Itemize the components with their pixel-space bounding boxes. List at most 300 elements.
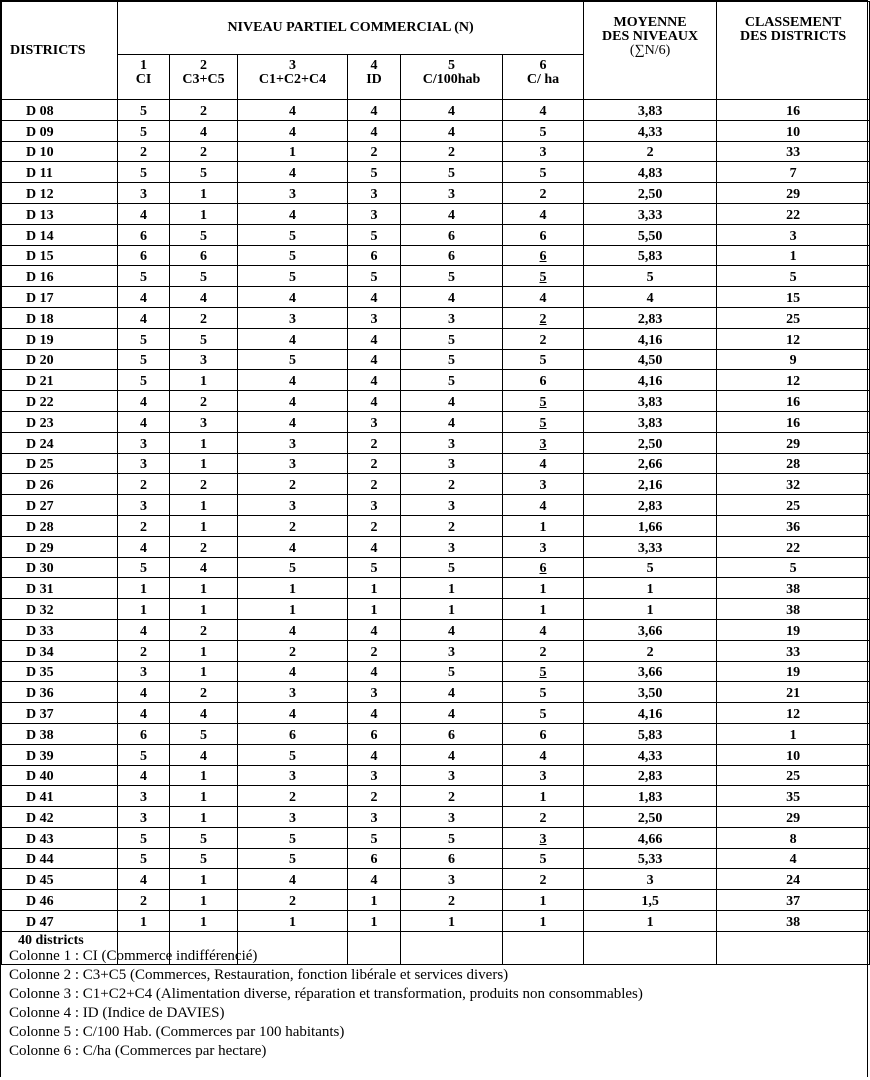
- level-cell: 5: [401, 827, 503, 848]
- level-cell: 2: [348, 141, 401, 162]
- level-cell: 4: [401, 203, 503, 224]
- level-cell: 5: [348, 827, 401, 848]
- level-cell: 4: [348, 349, 401, 370]
- rank-cell: 1: [717, 245, 870, 266]
- level-cell: 4: [170, 120, 238, 141]
- average-cell: 2,50: [584, 432, 717, 453]
- level-cell: 1: [401, 911, 503, 932]
- level-cell: 5: [238, 557, 348, 578]
- level-cell: 3: [118, 786, 170, 807]
- level-cell: 4: [348, 744, 401, 765]
- level-cell: 4: [118, 682, 170, 703]
- level-cell: 5: [348, 224, 401, 245]
- level-cell: 5: [118, 848, 170, 869]
- level-cell: 2: [238, 474, 348, 495]
- level-cell: 4: [238, 162, 348, 183]
- table-row: [2, 515, 870, 536]
- table-row: [2, 120, 870, 141]
- level-cell: 4: [348, 287, 401, 308]
- average-cell: 1: [584, 578, 717, 599]
- level-cell: 1: [238, 578, 348, 599]
- level-cell: 1: [118, 911, 170, 932]
- average-cell: 1,5: [584, 890, 717, 911]
- average-cell: 5,33: [584, 848, 717, 869]
- level-cell: 1: [170, 515, 238, 536]
- level-cell: 1: [503, 786, 584, 807]
- level-cell: 4: [118, 287, 170, 308]
- table-row: [2, 640, 870, 661]
- table-row: [2, 578, 870, 599]
- level-cell: 2: [118, 640, 170, 661]
- level-cell: 4: [503, 453, 584, 474]
- level-cell: 5: [401, 370, 503, 391]
- average-cell: 1: [584, 911, 717, 932]
- level-cell: 3: [348, 307, 401, 328]
- level-cell: 4: [401, 287, 503, 308]
- table-row: [2, 807, 870, 828]
- level-cell: 3: [118, 453, 170, 474]
- rank-cell: 15: [717, 287, 870, 308]
- level-cell: 1: [401, 578, 503, 599]
- level-cell: 3: [118, 661, 170, 682]
- level-cell: 3: [401, 453, 503, 474]
- level-cell: 3: [118, 495, 170, 516]
- level-cell: 4: [503, 744, 584, 765]
- level-cell: 2: [170, 100, 238, 121]
- level-cell: 6: [118, 723, 170, 744]
- level-cell: 5: [401, 162, 503, 183]
- level-cell: 4: [170, 287, 238, 308]
- district-cell: D 15: [2, 245, 118, 266]
- average-cell: 2,83: [584, 765, 717, 786]
- district-cell: D 20: [2, 349, 118, 370]
- districts-header: DISTRICTS: [2, 2, 118, 100]
- column-header-1: 1 CI: [118, 55, 170, 100]
- level-cell: 5: [238, 266, 348, 287]
- average-cell: 2,83: [584, 307, 717, 328]
- table-row: [2, 307, 870, 328]
- average-cell: 4,16: [584, 370, 717, 391]
- level-cell: 5: [118, 557, 170, 578]
- level-cell: 3: [118, 807, 170, 828]
- level-cell: 5: [170, 827, 238, 848]
- level-cell: 3: [170, 411, 238, 432]
- rank-cell: 3: [717, 224, 870, 245]
- level-cell: 5: [401, 266, 503, 287]
- level-cell: 4: [170, 744, 238, 765]
- district-cell: D 42: [2, 807, 118, 828]
- average-cell: 2,83: [584, 495, 717, 516]
- level-cell: 4: [118, 869, 170, 890]
- level-cell: 4: [348, 370, 401, 391]
- table-row: [2, 328, 870, 349]
- level-cell: 4: [238, 328, 348, 349]
- level-cell: 2: [348, 474, 401, 495]
- level-cell: 1: [170, 911, 238, 932]
- commercial-level-table: [1, 1, 870, 965]
- level-cell: 4: [238, 411, 348, 432]
- legend-line: Colonne 3 : C1+C2+C4 (Alimentation diverse, réparation et transformation, produits non consommables): [9, 986, 643, 1002]
- level-cell: 2: [401, 515, 503, 536]
- district-cell: D 09: [2, 120, 118, 141]
- rank-cell: 24: [717, 869, 870, 890]
- level-cell: 5: [118, 162, 170, 183]
- level-cell: 5: [118, 266, 170, 287]
- table-row: [2, 536, 870, 557]
- average-cell: 2: [584, 141, 717, 162]
- level-cell: 4: [348, 391, 401, 412]
- level-cell: 4: [503, 619, 584, 640]
- rank-cell: 25: [717, 307, 870, 328]
- rank-cell: 21: [717, 682, 870, 703]
- rank-cell: 12: [717, 703, 870, 724]
- level-cell: 5: [503, 682, 584, 703]
- level-cell: 3: [401, 765, 503, 786]
- table-row: [2, 183, 870, 204]
- average-cell: 2,50: [584, 183, 717, 204]
- level-cell: 4: [503, 203, 584, 224]
- rank-cell: 8: [717, 827, 870, 848]
- average-cell: 3,66: [584, 619, 717, 640]
- level-cell: 5: [503, 120, 584, 141]
- level-cell: 6: [170, 245, 238, 266]
- level-cell: 2: [503, 307, 584, 328]
- level-cell: 2: [348, 640, 401, 661]
- level-cell: 5: [401, 328, 503, 349]
- district-cell: D 23: [2, 411, 118, 432]
- level-cell: 3: [503, 141, 584, 162]
- level-cell: 1: [118, 599, 170, 620]
- level-cell: 4: [118, 391, 170, 412]
- rank-cell: 19: [717, 619, 870, 640]
- level-cell: 4: [348, 869, 401, 890]
- table-row: [2, 266, 870, 287]
- rank-cell: 1: [717, 723, 870, 744]
- level-cell: 4: [170, 703, 238, 724]
- level-cell: 6: [401, 723, 503, 744]
- level-cell: 5: [170, 266, 238, 287]
- level-cell: 4: [348, 328, 401, 349]
- column-header-2: 2 C3+C5: [170, 55, 238, 100]
- level-cell: 3: [401, 432, 503, 453]
- table-row: [2, 391, 870, 412]
- level-cell: 2: [503, 807, 584, 828]
- level-cell: 6: [503, 723, 584, 744]
- level-cell: 2: [238, 515, 348, 536]
- level-cell: 3: [238, 807, 348, 828]
- table-row: [2, 453, 870, 474]
- level-cell: 5: [118, 100, 170, 121]
- level-cell: 5: [170, 848, 238, 869]
- level-cell: 3: [401, 640, 503, 661]
- table-row: [2, 682, 870, 703]
- district-cell: D 30: [2, 557, 118, 578]
- average-cell: 1,83: [584, 786, 717, 807]
- district-cell: D 10: [2, 141, 118, 162]
- average-cell: 2,50: [584, 807, 717, 828]
- level-cell: 4: [401, 703, 503, 724]
- district-cell: D 28: [2, 515, 118, 536]
- district-cell: D 35: [2, 661, 118, 682]
- level-cell: 1: [170, 203, 238, 224]
- level-cell: 1: [170, 765, 238, 786]
- classement-header: CLASSEMENT DES DISTRICTS: [717, 2, 870, 100]
- legend-line: Colonne 4 : ID (Indice de DAVIES): [9, 1005, 225, 1021]
- level-cell: 3: [401, 869, 503, 890]
- district-cell: D 13: [2, 203, 118, 224]
- level-cell: 1: [238, 141, 348, 162]
- level-cell: 3: [118, 183, 170, 204]
- rank-cell: 28: [717, 453, 870, 474]
- average-cell: 4,83: [584, 162, 717, 183]
- table-row: [2, 474, 870, 495]
- rank-cell: 5: [717, 557, 870, 578]
- level-cell: 2: [170, 619, 238, 640]
- level-cell: 6: [401, 245, 503, 266]
- table-row: [2, 786, 870, 807]
- legend-line: Colonne 1 : CI (Commerce indifférencié): [9, 948, 258, 964]
- level-cell: 3: [401, 183, 503, 204]
- average-cell: 5: [584, 557, 717, 578]
- rank-cell: 10: [717, 120, 870, 141]
- level-cell: 6: [118, 224, 170, 245]
- column-header-4: 4 ID: [348, 55, 401, 100]
- level-cell: 2: [238, 640, 348, 661]
- level-cell: 3: [238, 453, 348, 474]
- level-cell: 5: [170, 723, 238, 744]
- rank-cell: 16: [717, 391, 870, 412]
- column-header-6: 6 C/ ha: [503, 55, 584, 100]
- average-cell: 4: [584, 287, 717, 308]
- rank-cell: 12: [717, 328, 870, 349]
- level-cell: 1: [238, 599, 348, 620]
- average-cell: 5,50: [584, 224, 717, 245]
- level-cell: 1: [348, 911, 401, 932]
- table-row: [2, 911, 870, 932]
- level-cell: 5: [118, 370, 170, 391]
- level-cell: 2: [503, 328, 584, 349]
- average-cell: 3,33: [584, 203, 717, 224]
- level-cell: 1: [170, 640, 238, 661]
- table-row: [2, 661, 870, 682]
- level-cell: 5: [503, 848, 584, 869]
- level-cell: 6: [503, 370, 584, 391]
- average-cell: 2: [584, 640, 717, 661]
- level-cell: 1: [401, 599, 503, 620]
- rank-cell: 33: [717, 141, 870, 162]
- level-cell: 5: [170, 328, 238, 349]
- level-cell: 2: [238, 786, 348, 807]
- level-cell: 3: [503, 432, 584, 453]
- rank-cell: 16: [717, 100, 870, 121]
- level-cell: 4: [170, 557, 238, 578]
- level-cell: 2: [170, 141, 238, 162]
- level-cell: 3: [238, 307, 348, 328]
- level-cell: 5: [238, 224, 348, 245]
- level-cell: 1: [170, 599, 238, 620]
- rank-cell: 29: [717, 807, 870, 828]
- district-cell: D 31: [2, 578, 118, 599]
- level-cell: 4: [238, 100, 348, 121]
- level-cell: 4: [238, 287, 348, 308]
- level-cell: 4: [238, 619, 348, 640]
- table-row: [2, 203, 870, 224]
- level-cell: 5: [503, 411, 584, 432]
- level-cell: 4: [401, 682, 503, 703]
- average-cell: 3: [584, 869, 717, 890]
- rank-cell: 9: [717, 349, 870, 370]
- level-cell: 4: [503, 287, 584, 308]
- level-cell: 4: [348, 661, 401, 682]
- level-cell: 4: [503, 495, 584, 516]
- level-cell: 1: [170, 370, 238, 391]
- table-row: [2, 411, 870, 432]
- level-cell: 2: [503, 869, 584, 890]
- rank-cell: 16: [717, 411, 870, 432]
- average-cell: 3,83: [584, 411, 717, 432]
- district-cell: D 17: [2, 287, 118, 308]
- level-cell: 5: [503, 349, 584, 370]
- level-cell: 3: [238, 495, 348, 516]
- level-cell: 4: [118, 203, 170, 224]
- district-cell: D 16: [2, 266, 118, 287]
- level-cell: 6: [401, 848, 503, 869]
- level-cell: 2: [348, 515, 401, 536]
- level-cell: 2: [170, 391, 238, 412]
- level-cell: 1: [348, 599, 401, 620]
- level-cell: 4: [238, 536, 348, 557]
- level-cell: 4: [401, 411, 503, 432]
- level-cell: 1: [503, 890, 584, 911]
- rank-cell: 36: [717, 515, 870, 536]
- average-cell: 1,66: [584, 515, 717, 536]
- level-cell: 2: [118, 515, 170, 536]
- level-cell: 5: [238, 744, 348, 765]
- level-cell: 4: [503, 100, 584, 121]
- level-cell: 4: [401, 744, 503, 765]
- district-cell: D 14: [2, 224, 118, 245]
- level-cell: 4: [348, 619, 401, 640]
- level-cell: 4: [238, 869, 348, 890]
- level-cell: 1: [170, 453, 238, 474]
- level-cell: 5: [118, 827, 170, 848]
- average-cell: 3,66: [584, 661, 717, 682]
- table-row: [2, 162, 870, 183]
- rank-cell: 32: [717, 474, 870, 495]
- moyenne-header: MOYENNE DES NIVEAUX (∑N/6): [584, 2, 717, 100]
- rank-cell: 25: [717, 765, 870, 786]
- level-cell: 2: [503, 183, 584, 204]
- rank-cell: 25: [717, 495, 870, 516]
- rank-cell: 19: [717, 661, 870, 682]
- district-cell: D 34: [2, 640, 118, 661]
- district-cell: D 29: [2, 536, 118, 557]
- rank-cell: 4: [717, 848, 870, 869]
- level-cell: 3: [503, 827, 584, 848]
- level-cell: 5: [118, 120, 170, 141]
- legend-line: Colonne 5 : C/100 Hab. (Commerces par 100 habitants): [9, 1024, 345, 1040]
- level-cell: 4: [401, 120, 503, 141]
- level-cell: 4: [118, 536, 170, 557]
- group-header: NIVEAU PARTIEL COMMERCIAL (N): [118, 2, 584, 55]
- average-cell: 4,66: [584, 827, 717, 848]
- level-cell: 2: [503, 640, 584, 661]
- level-cell: 3: [238, 682, 348, 703]
- district-count: 40 districts: [2, 931, 118, 964]
- level-cell: 1: [170, 661, 238, 682]
- level-cell: 3: [348, 682, 401, 703]
- level-cell: 1: [118, 578, 170, 599]
- rank-cell: 7: [717, 162, 870, 183]
- level-cell: 5: [348, 266, 401, 287]
- district-cell: D 26: [2, 474, 118, 495]
- legend-line: Colonne 6 : C/ha (Commerces par hectare): [9, 1043, 267, 1059]
- district-cell: D 11: [2, 162, 118, 183]
- legend-line: Colonne 2 : C3+C5 (Commerces, Restauration, fonction libérale et services divers): [9, 967, 509, 983]
- district-cell: D 32: [2, 599, 118, 620]
- average-cell: 5,83: [584, 723, 717, 744]
- level-cell: 5: [118, 328, 170, 349]
- rank-cell: 38: [717, 578, 870, 599]
- level-cell: 5: [118, 349, 170, 370]
- level-cell: 6: [503, 224, 584, 245]
- level-cell: 6: [503, 245, 584, 266]
- level-cell: 2: [170, 474, 238, 495]
- level-cell: 3: [401, 536, 503, 557]
- level-cell: 5: [503, 266, 584, 287]
- district-cell: D 33: [2, 619, 118, 640]
- level-cell: 5: [348, 162, 401, 183]
- district-cell: D 37: [2, 703, 118, 724]
- table-row: [2, 349, 870, 370]
- level-cell: 4: [348, 703, 401, 724]
- table-row: [2, 723, 870, 744]
- level-cell: 4: [118, 765, 170, 786]
- level-cell: 4: [118, 411, 170, 432]
- level-cell: 6: [348, 245, 401, 266]
- average-cell: 2,16: [584, 474, 717, 495]
- column-header-3: 3 C1+C2+C4: [238, 55, 348, 100]
- level-cell: 4: [348, 100, 401, 121]
- table-row: [2, 619, 870, 640]
- table-row: [2, 599, 870, 620]
- table-row: [2, 827, 870, 848]
- level-cell: 5: [170, 224, 238, 245]
- level-cell: 3: [170, 349, 238, 370]
- level-cell: 1: [170, 786, 238, 807]
- level-cell: 1: [503, 599, 584, 620]
- level-cell: 6: [348, 723, 401, 744]
- rank-cell: 29: [717, 183, 870, 204]
- level-cell: 6: [238, 723, 348, 744]
- district-cell: D 44: [2, 848, 118, 869]
- rank-cell: 37: [717, 890, 870, 911]
- level-cell: 4: [238, 120, 348, 141]
- rank-cell: 10: [717, 744, 870, 765]
- level-cell: 5: [503, 391, 584, 412]
- district-cell: D 08: [2, 100, 118, 121]
- level-cell: 3: [348, 411, 401, 432]
- level-cell: 1: [348, 890, 401, 911]
- average-cell: 1: [584, 599, 717, 620]
- level-cell: 1: [170, 432, 238, 453]
- table-row: [2, 224, 870, 245]
- level-cell: 3: [238, 765, 348, 786]
- district-cell: D 45: [2, 869, 118, 890]
- level-cell: 5: [401, 349, 503, 370]
- average-cell: 4,16: [584, 703, 717, 724]
- table-row: [2, 432, 870, 453]
